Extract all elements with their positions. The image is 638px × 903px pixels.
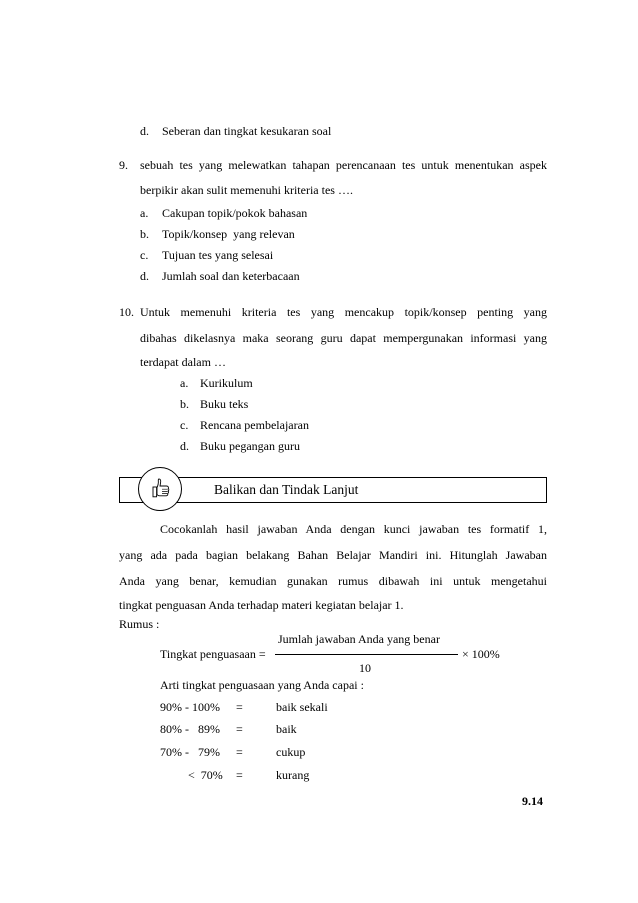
arti-row-2-range: 80% - 89% [160,722,220,736]
paragraph-line-2: yang ada pada bagian belakang Bahan Belajar Mandiri ini. Hitunglah Jawaban [119,548,547,562]
q10-number: 10. [119,305,134,319]
formula-numerator: Jumlah jawaban Anda yang benar [278,632,440,646]
fraction-line [275,654,458,655]
q9-option-d-text: Jumlah soal dan keterbacaan [162,269,300,283]
thumbs-up-icon [152,478,170,500]
q9-option-a-letter: a. [140,206,149,220]
q10-option-b-letter: b. [180,397,189,411]
q10-line-2: dibahas dikelasnya maka seorang guru dapat mempergunakan informasi yang [140,331,547,345]
q8-option-d-letter: d. [140,124,149,138]
arti-row-1-value: baik sekali [276,700,328,714]
q9-option-d-letter: d. [140,269,149,283]
arti-row-3-value: cukup [276,745,306,759]
q10-option-a-text: Kurikulum [200,376,253,390]
arti-row-4-value: kurang [276,768,310,782]
arti-row-4-range: < 70% [188,768,223,782]
rumus-label: Rumus : [119,617,160,631]
q9-option-b-text: Topik/konsep yang relevan [162,227,295,241]
formula-multiplier: × 100% [462,647,500,661]
section-icon-circle [138,467,182,511]
paragraph-line-1: Cocokanlah hasil jawaban Anda dengan kunci jawaban tes formatif 1, [160,522,547,536]
q9-line-1: sebuah tes yang melewatkan tahapan perencanaan tes untuk menentukan aspek [140,158,547,172]
arti-row-2-eq: = [236,722,243,736]
q10-option-c-text: Rencana pembelajaran [200,418,309,432]
q10-option-b-text: Buku teks [200,397,249,411]
arti-row-4-eq: = [236,768,243,782]
q10-option-d-text: Buku pegangan guru [200,439,300,453]
arti-label: Arti tingkat penguasaan yang Anda capai : [160,678,364,692]
formula-denominator: 10 [359,661,371,675]
arti-row-3-eq: = [236,745,243,759]
arti-row-1-range: 90% - 100% [160,700,220,714]
q10-option-a-letter: a. [180,376,189,390]
q9-line-2: berpikir akan sulit memenuhi kriteria tes …. [140,183,353,197]
q9-option-c-letter: c. [140,248,149,262]
q9-option-c-text: Tujuan tes yang selesai [162,248,274,262]
page-number: 9.14 [522,794,543,808]
paragraph-line-3: Anda yang benar, kemudian gunakan rumus dibawah ini untuk mengetahui [119,574,547,588]
q10-line-3: terdapat dalam … [140,355,226,369]
section-title: Balikan dan Tindak Lanjut [214,482,359,497]
paragraph-line-4: tingkat penguasan Anda terhadap materi kegiatan belajar 1. [119,598,404,612]
q10-line-1: Untuk memenuhi kriteria tes yang mencakup topik/konsep penting yang [140,305,547,319]
q9-option-b-letter: b. [140,227,149,241]
q9-number: 9. [119,158,128,172]
arti-row-1-eq: = [236,700,243,714]
formula-lhs: Tingkat penguasaan = [160,647,266,661]
q9-option-a-text: Cakupan topik/pokok bahasan [162,206,308,220]
q8-option-d-text: Seberan dan tingkat kesukaran soal [162,124,332,138]
arti-row-2-value: baik [276,722,297,736]
arti-row-3-range: 70% - 79% [160,745,220,759]
q10-option-d-letter: d. [180,439,189,453]
q10-option-c-letter: c. [180,418,189,432]
